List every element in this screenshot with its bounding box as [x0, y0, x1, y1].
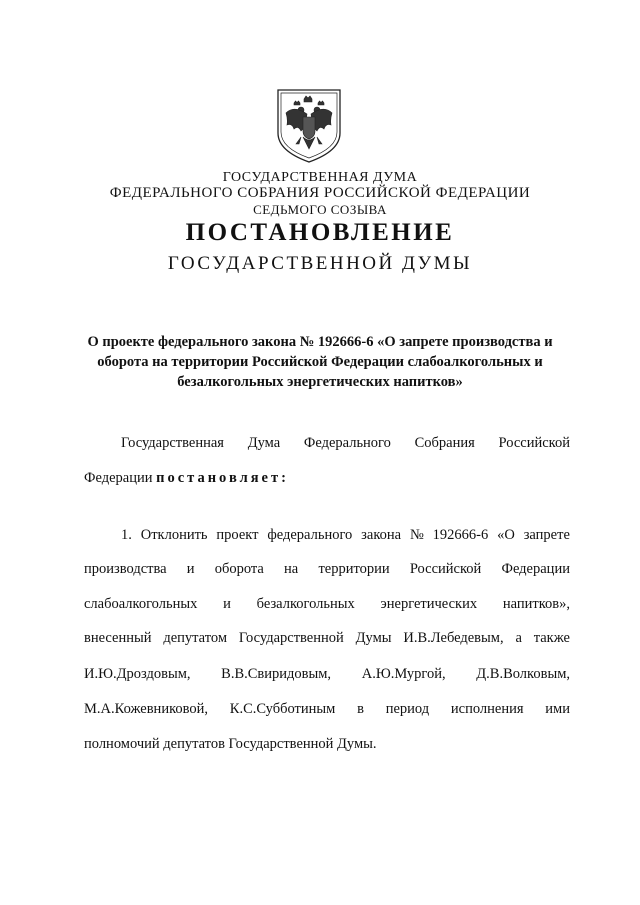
clause-word: и — [223, 596, 231, 612]
clause-word: и — [186, 561, 195, 577]
clause-word: федерального — [267, 527, 353, 543]
clause-line-1 — [121, 527, 570, 544]
preamble-line-2 — [84, 470, 570, 487]
clause-word: безалкогольных — [256, 596, 355, 612]
preamble-word: Федерации — [84, 470, 153, 486]
clause-word: Федерации — [501, 561, 570, 577]
clause-word: Отклонить — [140, 527, 208, 543]
preamble-word: Федерального — [303, 435, 391, 451]
clause-word: «О — [497, 527, 515, 543]
clause-word: М.А.Кожевниковой, — [84, 701, 209, 717]
clause-word: в — [357, 701, 364, 717]
clause-line-2 — [84, 561, 570, 578]
clause-word: № — [409, 527, 424, 543]
duma-name: ГОСУДАРСТВЕННАЯ ДУМА — [222, 170, 418, 185]
clause-word: ими — [545, 701, 570, 717]
clause-line-5 — [84, 666, 570, 683]
assembly-name: ФЕДЕРАЛЬНОГО СОБРАНИЯ РОССИЙСКОЙ ФЕДЕРАЦИИ — [109, 185, 531, 201]
clause-word: К.С.Субботиным — [229, 701, 336, 717]
clause-word: период — [385, 701, 430, 717]
bill-title-line: безалкогольных энергетических напитков» — [177, 374, 463, 390]
clause-word: слабоалкогольных — [84, 596, 198, 612]
clause-word: исполнения — [450, 701, 524, 717]
preamble-word: Российской — [498, 435, 570, 451]
clause-word: закона — [361, 527, 402, 543]
clause-word: В.В.Свиридовым, — [221, 666, 332, 682]
preamble-word: Государственная — [121, 435, 224, 451]
bill-title-line: О проекте федерального закона № 192666-6 «О запрете производства и — [87, 334, 553, 350]
clause-word: территории — [318, 561, 390, 577]
clause-word: И.В.Лебедевым, — [403, 630, 504, 646]
clause-word: А.Ю.Мургой, — [361, 666, 446, 682]
decree-word: постановляет: — [156, 470, 289, 486]
preamble-word: Собрания — [414, 435, 475, 451]
document-subtitle: ГОСУДАРСТВЕННОЙ ДУМЫ — [167, 253, 473, 274]
clause-word: И.Ю.Дроздовым, — [84, 666, 191, 682]
clause-word: а — [515, 630, 522, 646]
clause-word: производства — [84, 561, 167, 577]
clause-word: также — [533, 630, 570, 646]
clause-word: Российской — [409, 561, 482, 577]
clause-word: 192666-6 — [432, 527, 489, 543]
clause-word: энергетических — [380, 596, 478, 612]
clause-line-3 — [84, 596, 570, 613]
clause-word: на — [284, 561, 299, 577]
clause-word: проект — [216, 527, 259, 543]
clause-line-7: полномочий депутатов Государственной Думы. — [84, 736, 377, 752]
clause-line-4 — [84, 630, 570, 647]
document-title: ПОСТАНОВЛЕНИЕ — [185, 219, 455, 246]
clause-word: оборота — [214, 561, 264, 577]
clause-word: напитков», — [502, 596, 570, 612]
bill-title — [0, 332, 640, 392]
clause-word: депутатом — [163, 630, 228, 646]
clause-word: 1. — [121, 527, 132, 543]
clause-word: Думы — [355, 630, 392, 646]
clause-word: запрете — [523, 527, 570, 543]
clause-line-6 — [84, 701, 570, 718]
clause-word: Государственной — [238, 630, 344, 646]
preamble-line-1 — [121, 435, 570, 452]
preamble-word: Дума — [247, 435, 281, 451]
bill-title-line: оборота на территории Российской Федерации слабоалкогольных и — [97, 354, 543, 370]
clause-word: внесенный — [84, 630, 152, 646]
coat-of-arms-icon — [274, 87, 344, 165]
clause-word: Д.В.Волковым, — [476, 666, 570, 682]
convocation: СЕДЬМОГО СОЗЫВА — [253, 202, 387, 217]
